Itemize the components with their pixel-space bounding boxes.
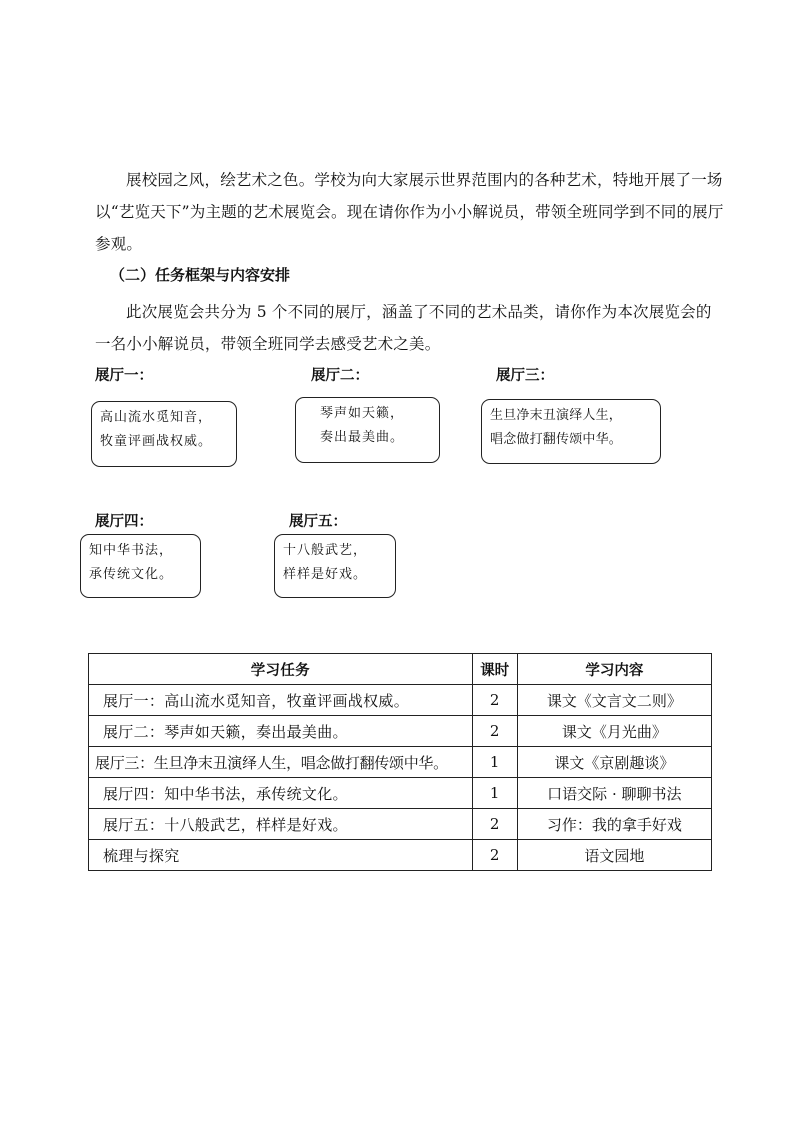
hall-4-line1: 知中华书法，: [89, 543, 174, 558]
content-cell: 语文园地: [517, 840, 711, 871]
hall-1-box: [91, 401, 237, 467]
hall-3-box: [481, 399, 661, 464]
task-cell: 展厅二：琴声如天籁，奏出最美曲。: [89, 716, 473, 747]
hours-cell: 2: [472, 809, 517, 840]
description-paragraph: 此次展览会共分为 5 个不同的展厅，涵盖了不同的艺术品类，请你作为本次展览会的一名小小解说员，带领全班同学去感受艺术之美。: [95, 303, 712, 353]
hall-2-box: [295, 397, 440, 463]
hall-4-box: [80, 534, 201, 598]
content-cell: 习作：我的拿手好戏: [517, 809, 711, 840]
hall-5-line2: 样样是好戏。: [283, 567, 368, 582]
hall-1-line2: 牧童评画战权威。: [100, 434, 213, 449]
table-row: [89, 809, 712, 840]
table-header-row: [89, 654, 712, 685]
task-cell: 展厅三：生旦净末丑演绎人生，唱念做打翻传颂中华。: [89, 747, 473, 778]
hall-1-label: 展厅一：: [95, 368, 153, 384]
hall-3-label: 展厅三：: [496, 368, 554, 384]
task-cell: 展厅五：十八般武艺，样样是好戏。: [89, 809, 473, 840]
hall-2-label: 展厅二：: [311, 368, 369, 384]
hall-3-line2: 唱念做打翻传颂中华。: [490, 432, 623, 447]
hall-4-line2: 承传统文化。: [89, 567, 174, 582]
header-hours: 课时: [472, 654, 517, 685]
hall-2-line2: 奏出最美曲。: [320, 430, 405, 445]
content-cell: 课文《京剧趣谈》: [517, 747, 711, 778]
table-row: [89, 685, 712, 716]
table-row: [89, 716, 712, 747]
hall-5-line1: 十八般武艺，: [283, 543, 368, 558]
hours-cell: 2: [472, 685, 517, 716]
table-row: [89, 840, 712, 871]
hall-3-line1: 生旦净末丑演绎人生，: [490, 408, 623, 423]
hours-cell: 2: [472, 840, 517, 871]
hall-4-label: 展厅四：: [95, 514, 153, 530]
task-cell: 展厅四：知中华书法，承传统文化。: [89, 778, 473, 809]
hours-cell: 2: [472, 716, 517, 747]
header-content: 学习内容: [517, 654, 711, 685]
header-task: 学习任务: [89, 654, 473, 685]
hours-cell: 1: [472, 747, 517, 778]
hall-1-line1: 高山流水觅知音，: [100, 410, 213, 425]
task-cell: 展厅一：高山流水觅知音，牧童评画战权威。: [89, 685, 473, 716]
hall-5-box: [274, 534, 396, 598]
content-cell: 课文《月光曲》: [517, 716, 711, 747]
section-heading: （二）任务框架与内容安排: [110, 266, 291, 284]
content-cell: 口语交际 · 聊聊书法: [517, 778, 711, 809]
hall-2-line1: 琴声如天籁，: [320, 406, 405, 421]
task-table: [88, 653, 712, 871]
table-row: [89, 778, 712, 809]
content-cell: 课文《文言文二则》: [517, 685, 711, 716]
intro-paragraph: 展校园之风，绘艺术之色。学校为向大家展示世界范围内的各种艺术，特地开展了一场以“艺览天下”为主题的艺术展览会。现在请你作为小小解说员，带领全班同学到不同的展厅参观。: [95, 171, 724, 253]
task-cell: 梳理与探究: [89, 840, 473, 871]
table-row: [89, 747, 712, 778]
hall-5-label: 展厅五：: [289, 514, 347, 530]
hours-cell: 1: [472, 778, 517, 809]
